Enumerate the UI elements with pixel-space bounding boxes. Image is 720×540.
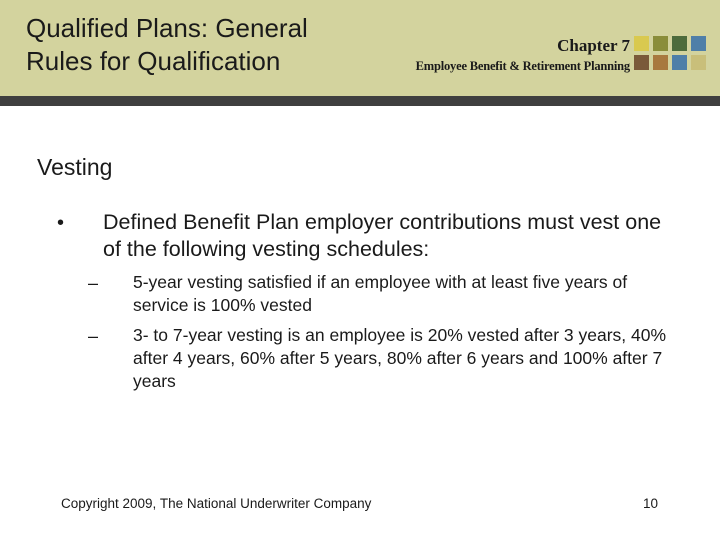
decor-square bbox=[691, 55, 706, 70]
page-number: 10 bbox=[643, 496, 659, 511]
bullet-text: Defined Benefit Plan employer contributions must vest one of the following vesting schedules: bbox=[103, 210, 662, 261]
decor-square bbox=[634, 36, 649, 51]
section-heading: Vesting bbox=[37, 154, 113, 180]
decor-square bbox=[672, 36, 687, 51]
book-title: Employee Benefit & Retirement Planning bbox=[415, 59, 630, 73]
decor-square bbox=[691, 36, 706, 51]
chapter-label: Chapter 7 bbox=[557, 36, 630, 55]
header-divider-bar bbox=[0, 96, 720, 106]
decor-square bbox=[634, 55, 649, 70]
dash-icon: – bbox=[88, 273, 99, 293]
dash-icon: – bbox=[88, 326, 99, 346]
slide-title: Qualified Plans: General Rules for Qualification bbox=[26, 13, 308, 76]
bullet-icon: • bbox=[57, 212, 65, 234]
decor-square bbox=[653, 36, 668, 51]
sub-item-graded: 3- to 7-year vesting is an employee is 20% vested after 3 years, 40% after 4 years, 60% after 5 years, 80% after 6 years and 100% after 7 years bbox=[133, 325, 667, 391]
decor-square bbox=[653, 55, 668, 70]
decor-square bbox=[672, 55, 687, 70]
copyright-text: Copyright 2009, The National Underwriter Company bbox=[61, 496, 372, 511]
decorative-squares-logo bbox=[634, 36, 714, 72]
sub-item-five-year: 5-year vesting satisfied if an employee with at least five years of service is 100% vested bbox=[133, 272, 628, 315]
